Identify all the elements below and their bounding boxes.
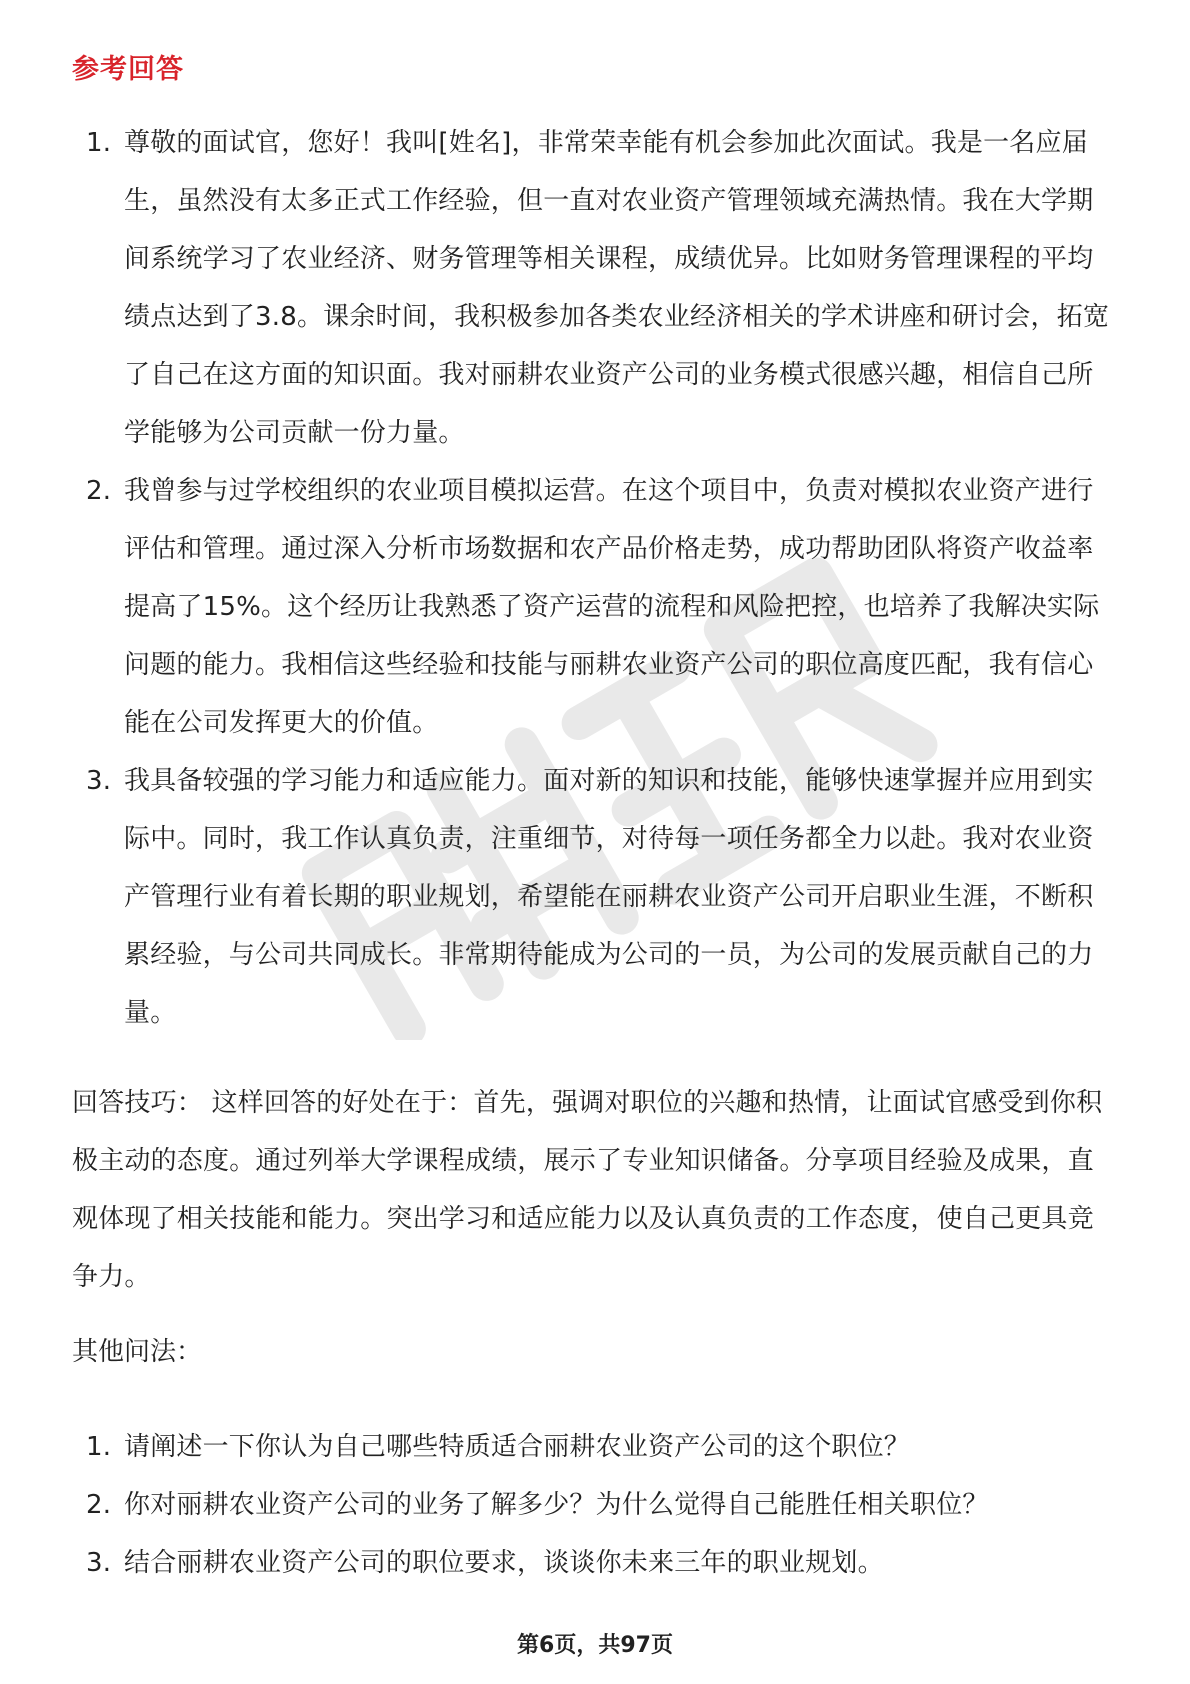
answer-item: [72, 114, 1117, 462]
list-number: 1.: [86, 1432, 112, 1462]
other-questions-label: 其他问法：: [72, 1337, 203, 1367]
question-text: 请阐述一下你认为自己哪些特质适合丽耕农业资产公司的这个职位？: [124, 1432, 911, 1462]
answer-text: 我曾参与过学校组织的农业项目模拟运营。在这个项目中，负责对模拟农业资产进行评估和管理。通过深入分析市场数据和农产品价格走势，成功帮助团队将资产收益率提高了15%。这个经历让我熟悉了资产运营的流程和风险把控，也培养了我解决实际问题的能力。我相信这些经验和技能与丽耕农业资产公司的职位高度匹配，我有信心能在公司发挥更大的价值。: [124, 476, 1100, 738]
question-text: 结合丽耕农业资产公司的职位要求，谈谈你未来三年的职业规划。: [124, 1548, 884, 1578]
answer-text: 尊敬的面试官，您好！我叫[姓名]，非常荣幸能有机会参加此次面试。我是一名应届生，虽然没有太多正式工作经验，但一直对农业资产管理领域充满热情。我在大学期间系统学习了农业经济、财务管理等相关课程，成绩优异。比如财务管理课程的平均绩点达到了3.8。课余时间，我积极参加各类农业经济相关的学术讲座和研讨会，拓宽了自己在这方面的知识面。我对丽耕农业资产公司的业务模式很感兴趣，相信自己所学能够为公司贡献一份力量。: [124, 128, 1110, 448]
question-item: [72, 1476, 1117, 1534]
answer-list: [72, 114, 1117, 1042]
answer-item: [72, 462, 1117, 752]
question-item: [72, 1418, 1117, 1476]
other-questions-list: [72, 1418, 1117, 1592]
list-number: 2.: [86, 1490, 112, 1520]
page-footer: 第6页，共97页: [517, 1633, 673, 1658]
list-number: 3.: [86, 766, 112, 796]
question-item: [72, 1534, 1117, 1592]
list-number: 2.: [86, 476, 112, 506]
answer-text: 我具备较强的学习能力和适应能力。面对新的知识和技能，能够快速掌握并应用到实际中。同时，我工作认真负责，注重细节，对待每一项任务都全力以赴。我对农业资产管理行业有着长期的职业规划，希望能在丽耕农业资产公司开启职业生涯，不断积累经验，与公司共同成长。非常期待能成为公司的一员，为公司的发展贡献自己的力量。: [124, 766, 1094, 1028]
answer-tip: 回答技巧： 这样回答的好处在于：首先，强调对职位的兴趣和热情，让面试官感受到你积极主动的态度。通过列举大学课程成绩，展示了专业知识储备。分享项目经验及成果，直观体现了相关技能和能力。突出学习和适应能力以及认真负责的工作态度，使自己更具竞争力。: [72, 1088, 1103, 1292]
section-title: 参考回答: [72, 54, 184, 85]
list-number: 3.: [86, 1548, 112, 1578]
question-text: 你对丽耕农业资产公司的业务了解多少？为什么觉得自己能胜任相关职位？: [124, 1490, 989, 1520]
answer-item: [72, 752, 1117, 1042]
list-number: 1.: [86, 128, 112, 158]
